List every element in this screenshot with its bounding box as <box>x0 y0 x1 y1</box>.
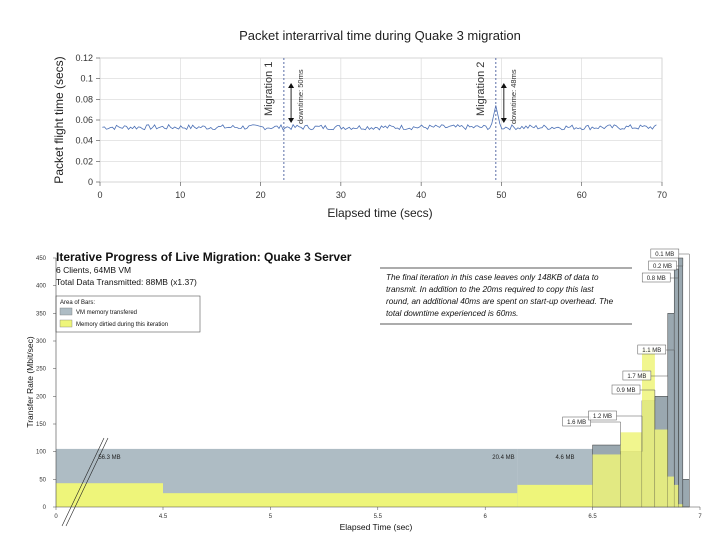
top-y-tick-label: 0.12 <box>75 53 93 63</box>
segment-label: 0.8 MB <box>646 276 666 282</box>
memory-transfer-bar <box>674 269 678 507</box>
memory-transfer-bar <box>679 258 683 507</box>
bottom-x-tick-label: 4.5 <box>158 514 168 520</box>
legend-swatch-memory <box>60 308 72 315</box>
bottom-y-ticks <box>36 256 56 511</box>
bottom-y-axis-label: Transfer Rate (Mbit/sec) <box>25 336 35 428</box>
bottom-x-tick-label: 0 <box>54 514 58 520</box>
top-y-axis-label: Packet flight time (secs) <box>52 56 66 184</box>
segment-label: 1.6 MB <box>567 420 587 426</box>
memory-dirtied-bar <box>593 454 621 507</box>
downtime-label: downtime: 50ms <box>296 69 306 124</box>
memory-dirtied-bar <box>163 493 517 507</box>
bottom-x-tick-label: 7 <box>698 514 702 520</box>
bottom-x-tick-label: 6.5 <box>588 514 597 520</box>
bottom-y-tick-label: 350 <box>35 311 46 318</box>
legend-box <box>56 296 200 332</box>
bottom-y-tick-label: 250 <box>35 366 46 373</box>
top-x-tick-label: 0 <box>97 190 103 200</box>
memory-transfer-bar <box>683 479 689 507</box>
bottom-y-tick-label: 0 <box>42 505 46 511</box>
note-line-2: transmit. In addition to the 20ms required to copy this last <box>386 285 594 294</box>
top-x-tick-label: 20 <box>255 190 266 200</box>
memory-dirtied-bar <box>668 477 674 507</box>
bottom-y-tick-label: 300 <box>35 339 46 345</box>
legend-label-memory: VM memory transfered <box>76 310 138 316</box>
bottom-y-tick-label: 150 <box>35 422 46 428</box>
top-y-tick-label: 0 <box>87 177 93 187</box>
top-x-tick-label: 40 <box>416 190 427 200</box>
memory-dirtied-bar <box>517 485 592 507</box>
packet-interarrival-chart <box>0 0 720 235</box>
bottom-bars <box>56 258 689 507</box>
segment-label: 0.9 MB <box>616 388 636 394</box>
legend-title: Area of Bars: <box>60 300 96 306</box>
top-y-ticks <box>75 53 100 187</box>
bottom-y-tick-label: 200 <box>35 394 46 401</box>
bottom-subtitle-1: 6 Clients, 64MB VM <box>56 265 132 275</box>
iterative-progress-chart <box>0 236 720 540</box>
segment-label: 1.7 MB <box>627 374 647 380</box>
segment-label: 1.2 MB <box>593 414 613 420</box>
bottom-y-tick-label: 450 <box>35 256 46 262</box>
segment-label: 20.4 MB <box>492 454 515 461</box>
bottom-x-tick-label: 5 <box>268 514 273 520</box>
top-x-tick-label: 70 <box>656 190 668 200</box>
top-y-tick-label: 0.1 <box>80 73 93 84</box>
memory-dirtied-bar <box>655 430 668 507</box>
legend-label-dirtied: Memory dirtied during this iteration <box>76 322 169 328</box>
note-line-1: The final iteration in this case leaves only 148KB of data to <box>386 273 599 282</box>
segment-label: 0.2 MB <box>653 264 673 270</box>
memory-dirtied-bar <box>56 483 163 507</box>
bottom-chart-title: Iterative Progress of Live Migration: Quake 3 Server <box>56 250 352 264</box>
bottom-y-tick-label: 400 <box>35 283 46 290</box>
downtime-label: downtime: 48ms <box>508 69 518 124</box>
top-x-tick-label: 10 <box>175 190 186 200</box>
top-chart-title: Packet interarrival time during Quake 3 migration <box>239 28 521 43</box>
migration-label: Migration 1 <box>262 61 275 116</box>
segment-label: 56.3 MB <box>98 454 121 461</box>
top-y-tick-label: 0.06 <box>75 115 93 125</box>
note-line-3: round, an additional 40ms are spent on start-up overhead. The <box>386 297 614 306</box>
top-x-ticks <box>97 182 667 200</box>
top-x-axis-label: Elapsed time (secs) <box>327 206 433 220</box>
legend-swatch-dirtied <box>60 320 72 327</box>
bottom-x-ticks <box>54 507 702 520</box>
memory-dirtied-bar <box>674 485 678 507</box>
segment-label: 0.1 MB <box>655 252 675 258</box>
top-y-tick-label: 0.02 <box>75 156 93 167</box>
memory-dirtied-bar <box>679 504 683 507</box>
note-box <box>380 268 632 324</box>
migration-label: Migration 2 <box>474 61 487 116</box>
bottom-x-tick-label: 6 <box>483 514 487 520</box>
top-x-tick-label: 60 <box>576 190 587 200</box>
top-x-tick-label: 30 <box>335 190 346 200</box>
top-y-tick-label: 0.08 <box>75 94 93 105</box>
note-line-4: total downtime experienced is 60ms. <box>386 309 519 318</box>
memory-dirtied-bar <box>621 432 642 507</box>
segment-label: 4.6 MB <box>555 454 575 461</box>
bottom-y-tick-label: 100 <box>35 449 46 456</box>
top-x-tick-label: 50 <box>496 190 507 200</box>
bottom-y-tick-label: 50 <box>39 477 46 484</box>
bottom-subtitle-2: Total Data Transmitted: 88MB (x1.37) <box>56 277 197 287</box>
bottom-x-tick-label: 5.5 <box>373 514 382 520</box>
segment-label: 1.1 MB <box>642 348 662 354</box>
bottom-x-axis-label: Elapsed Time (sec) <box>339 522 413 532</box>
top-y-tick-label: 0.04 <box>75 135 93 146</box>
